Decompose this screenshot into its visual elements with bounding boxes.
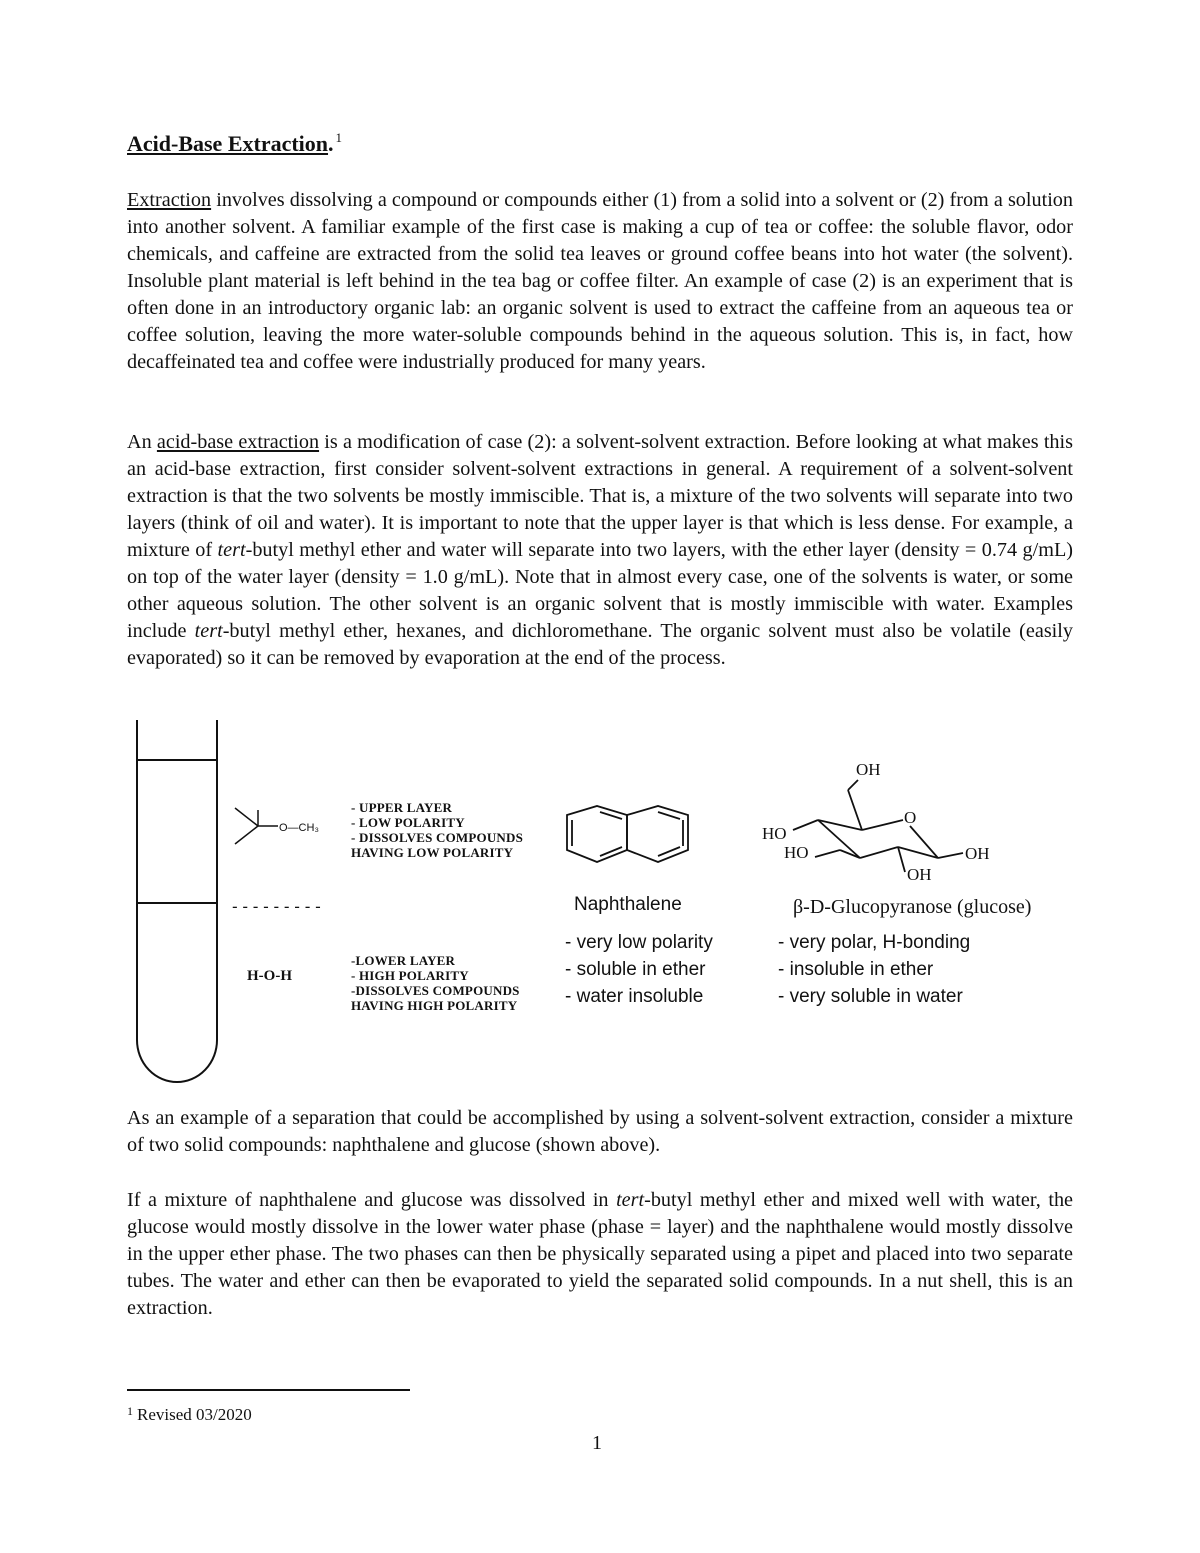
glucose-ho-lower: HO	[784, 843, 809, 862]
title-footnote-ref: 1	[335, 130, 343, 145]
paragraph-extraction-intro: Extraction involves dissolving a compound or compounds either (1) from a solid into a solvent or (2) from a solution into another solvent. A familiar example of the first case is making a cup of tea or coffee: the soluble flavor, odor chemicals, and caffeine are extracted from the solid tea leaves or ground coffee beans into hot water (the solvent). Insoluble plant material is left behind in the tea bag or coffee filter. An example of case (2) is an experiment that is often done in an introductory organic lab: an organic solvent is used to extract the caffeine from an aqueous tea or coffee solution, leaving the more water-soluble compounds behind in the aqueous solution. This is, in fact, how decaffeinated tea and coffee were industrially produced for many years.	[127, 189, 1073, 373]
glucose-ring-o: O	[904, 808, 917, 827]
upper-layer-notes: - UPPER LAYER - LOW POLARITY - DISSOLVES COMPOUNDS HAVING LOW POLARITY	[351, 800, 524, 860]
footnote: $^1$ Revised 03/2020	[127, 1404, 252, 1424]
ether-structure	[235, 808, 278, 844]
page-number: 1	[592, 1432, 602, 1454]
paragraph-naphthalene-glucose: If a mixture of naphthalene and glucose was dissolved in tert-butyl methyl ether and mixed well with water, the glucose would mostly dissolve in the lower water phase (phase = layer) and the naphthalene would mostly dissolve in the upper ether phase. The two phases can then be physically separated using a pipet and placed into two separate tubes. The water and ether can then be evaporated to yield the separated solid compounds. In a nut shell, this is an extraction.	[127, 1189, 1073, 1319]
glucose-properties: - very polar, H-bonding - insoluble in ether - very soluble in water	[778, 932, 971, 1007]
ether-formula-label: O—CH₃	[279, 822, 319, 834]
naphthalene-name: Naphthalene	[574, 894, 682, 915]
glucose-ho-upper: HO	[762, 824, 787, 843]
test-tube	[137, 720, 217, 1082]
glucose-oh-right: OH	[965, 844, 990, 863]
naphthalene-properties: - very low polarity - soluble in ether - water insoluble	[565, 932, 713, 1007]
naphthalene-structure	[567, 806, 688, 862]
term-acid-base-extraction: acid-base extraction	[156, 431, 320, 453]
paragraph-separation-example: As an example of a separation that could be accomplished by using a solvent-solvent extraction, consider a mixture of two solid compounds: naphthalene and glucose (shown above).	[127, 1107, 1073, 1156]
paragraph-acid-base-extraction: An acid-base extraction is a modification of case (2): a solvent-solvent extraction. Before looking at what makes this an acid-base extraction, first consider solvent-solvent extractions in general. A requirement of a solvent-solvent extraction is that the two solvents be mostly immiscible. That is, a mixture of the two solvents will separate into two layers (think of oil and water). It is important to note that the upper layer is that which is less dense. For example, a mixture of tert-butyl methyl ether and water will separate into two layers, with the ether layer (density = 0.74 g/mL) on top of the water layer (density = 1.0 g/mL). Note that in almost every case, one of the solvents is water, or some other aqueous solution. The other solvent is an organic solvent that is mostly immiscible with water. Examples include tert-butyl methyl ether, hexanes, and dichloromethane. The organic solvent must also be volatile (easily evaporated) so it can be removed by evaporation at the end of the process.	[127, 431, 1074, 669]
page-title: Acid-Base Extraction. $^1$	[127, 130, 343, 156]
term-extraction: Extraction	[127, 189, 212, 211]
layer-divider-dashes: - - - - - - - - -	[232, 897, 321, 916]
footnote-separator	[127, 1389, 410, 1391]
glucose-name: β-D-Glucopyranose (glucose)	[793, 896, 1032, 918]
glucose-oh-top: OH	[856, 760, 881, 779]
glucose-structure	[793, 780, 963, 872]
water-formula-label: H-O-H	[247, 968, 292, 984]
lower-layer-notes: -LOWER LAYER - HIGH POLARITY -DISSOLVES COMPOUNDS HAVING HIGH POLARITY	[351, 953, 520, 1013]
glucose-oh-bottom: OH	[907, 865, 932, 884]
